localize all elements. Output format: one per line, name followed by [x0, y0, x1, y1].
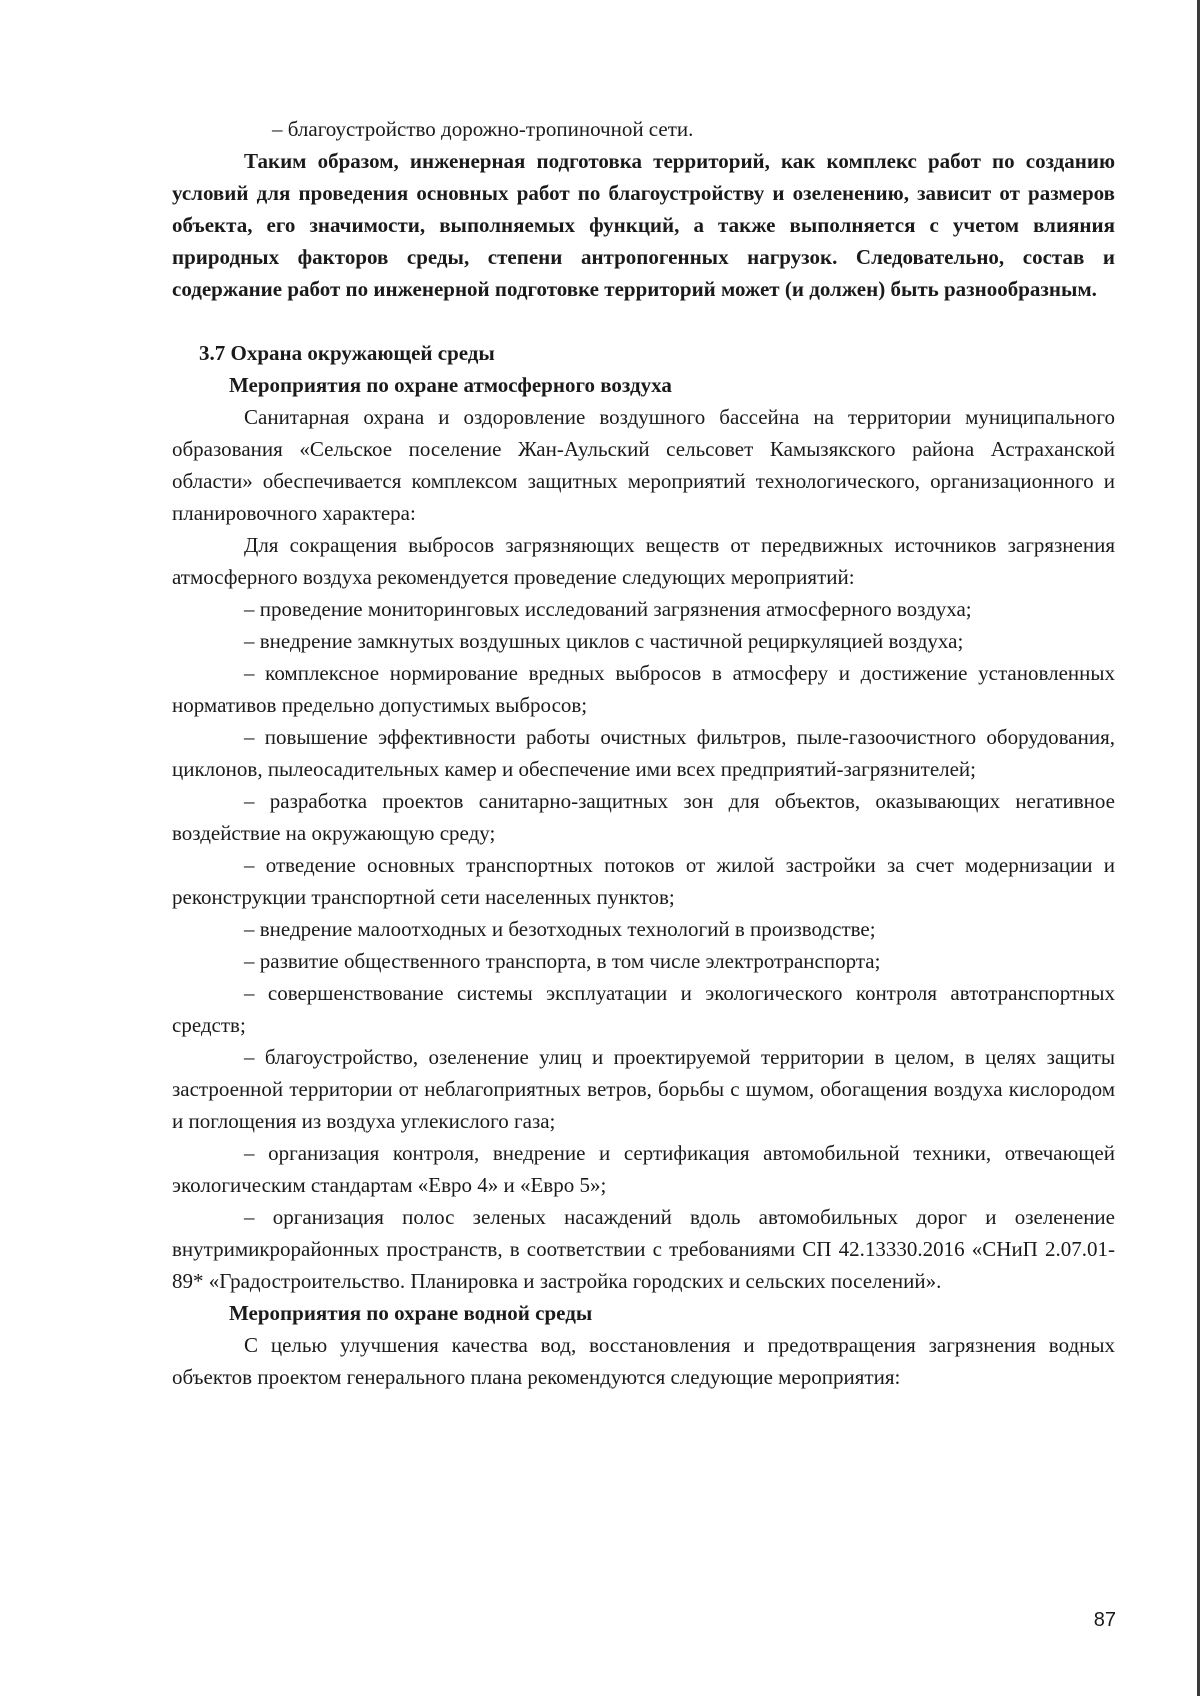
document-body	[172, 113, 1115, 1393]
air-measure-item: – благоустройство, озеленение улиц и проектируемой территории в целом, в целях защиты застроенной территории от неблагоприятных ветров, борьбы с шумом, обогащения воздуха кислородом и поглощения из воздуха углекислого газа;	[172, 1045, 1115, 1133]
air-measure-item: – повышение эффективности работы очистных фильтров, пыле-газоочистного оборудования, циклонов, пылеосадительных камер и обеспечение ими всех предприятий-загрязнителей;	[172, 725, 1115, 781]
air-lead-paragraph: Для сокращения выбросов загрязняющих веществ от передвижных источников загрязнения атмосферного воздуха рекомендуется проведение следующих мероприятий:	[172, 533, 1115, 589]
air-measure-item: – совершенствование системы эксплуатации и экологического контроля автотранспортных средств;	[172, 981, 1115, 1037]
air-measure-item: – развитие общественного транспорта, в том числе электротранспорта;	[244, 949, 881, 973]
section-heading: 3.7 Охрана окружающей среды	[199, 341, 495, 365]
air-measure-item: – внедрение малоотходных и безотходных технологий в производстве;	[244, 917, 876, 941]
intro-bullet: – благоустройство дорожно-тропиночной сети.	[272, 117, 694, 141]
air-intro-paragraph: Санитарная охрана и оздоровление воздушного бассейна на территории муниципального образования «Сельское поселение Жан-Аульский сельсовет Камызякского района Астраханской области» обеспечивается комплексом защитных мероприятий технологического, организационного и планировочного характера:	[172, 405, 1115, 525]
conclusion-paragraph: Таким образом, инженерная подготовка территорий, как комплекс работ по созданию условий для проведения основных работ по благоустройству и озеленению, зависит от размеров объекта, его значимости, выполняемых функций, а также выполняется с учетом влияния природных факторов среды, степени антропогенных нагрузок. Следовательно, состав и содержание работ по инженерной подготовке территорий может (и должен) быть разнообразным.	[172, 149, 1115, 301]
air-measure-item: – организация контроля, внедрение и сертификация автомобильной техники, отвечающей экологическим стандартам «Евро 4» и «Евро 5»;	[172, 1141, 1115, 1197]
air-measure-item: – комплексное нормирование вредных выбросов в атмосферу и достижение установленных нормативов предельно допустимых выбросов;	[172, 661, 1115, 717]
water-intro-paragraph: С целью улучшения качества вод, восстановления и предотвращения загрязнения водных объектов проектом генерального плана рекомендуются следующие мероприятия:	[172, 1333, 1115, 1389]
air-heading: Мероприятия по охране атмосферного воздуха	[229, 373, 672, 397]
air-measure-item: – отведение основных транспортных потоков от жилой застройки за счет модернизации и реконструкции транспортной сети населенных пунктов;	[172, 853, 1115, 909]
air-measure-item: – внедрение замкнутых воздушных циклов с частичной рециркуляцией воздуха;	[244, 629, 964, 653]
air-measure-item: – разработка проектов санитарно-защитных зон для объектов, оказывающих негативное воздействие на окружающую среду;	[172, 789, 1115, 845]
air-measure-item: – организация полос зеленых насаждений вдоль автомобильных дорог и озеленение внутримикрорайонных пространств, в соответствии с требованиями СП 42.13330.2016 «СНиП 2.07.01-89* «Градостроительство. Планировка и застройка городских и сельских поселений».	[172, 1205, 1115, 1293]
air-measure-item: – проведение мониторинговых исследований загрязнения атмосферного воздуха;	[244, 597, 972, 621]
page-number: 87	[1093, 1609, 1116, 1631]
water-heading: Мероприятия по охране водной среды	[229, 1301, 593, 1325]
